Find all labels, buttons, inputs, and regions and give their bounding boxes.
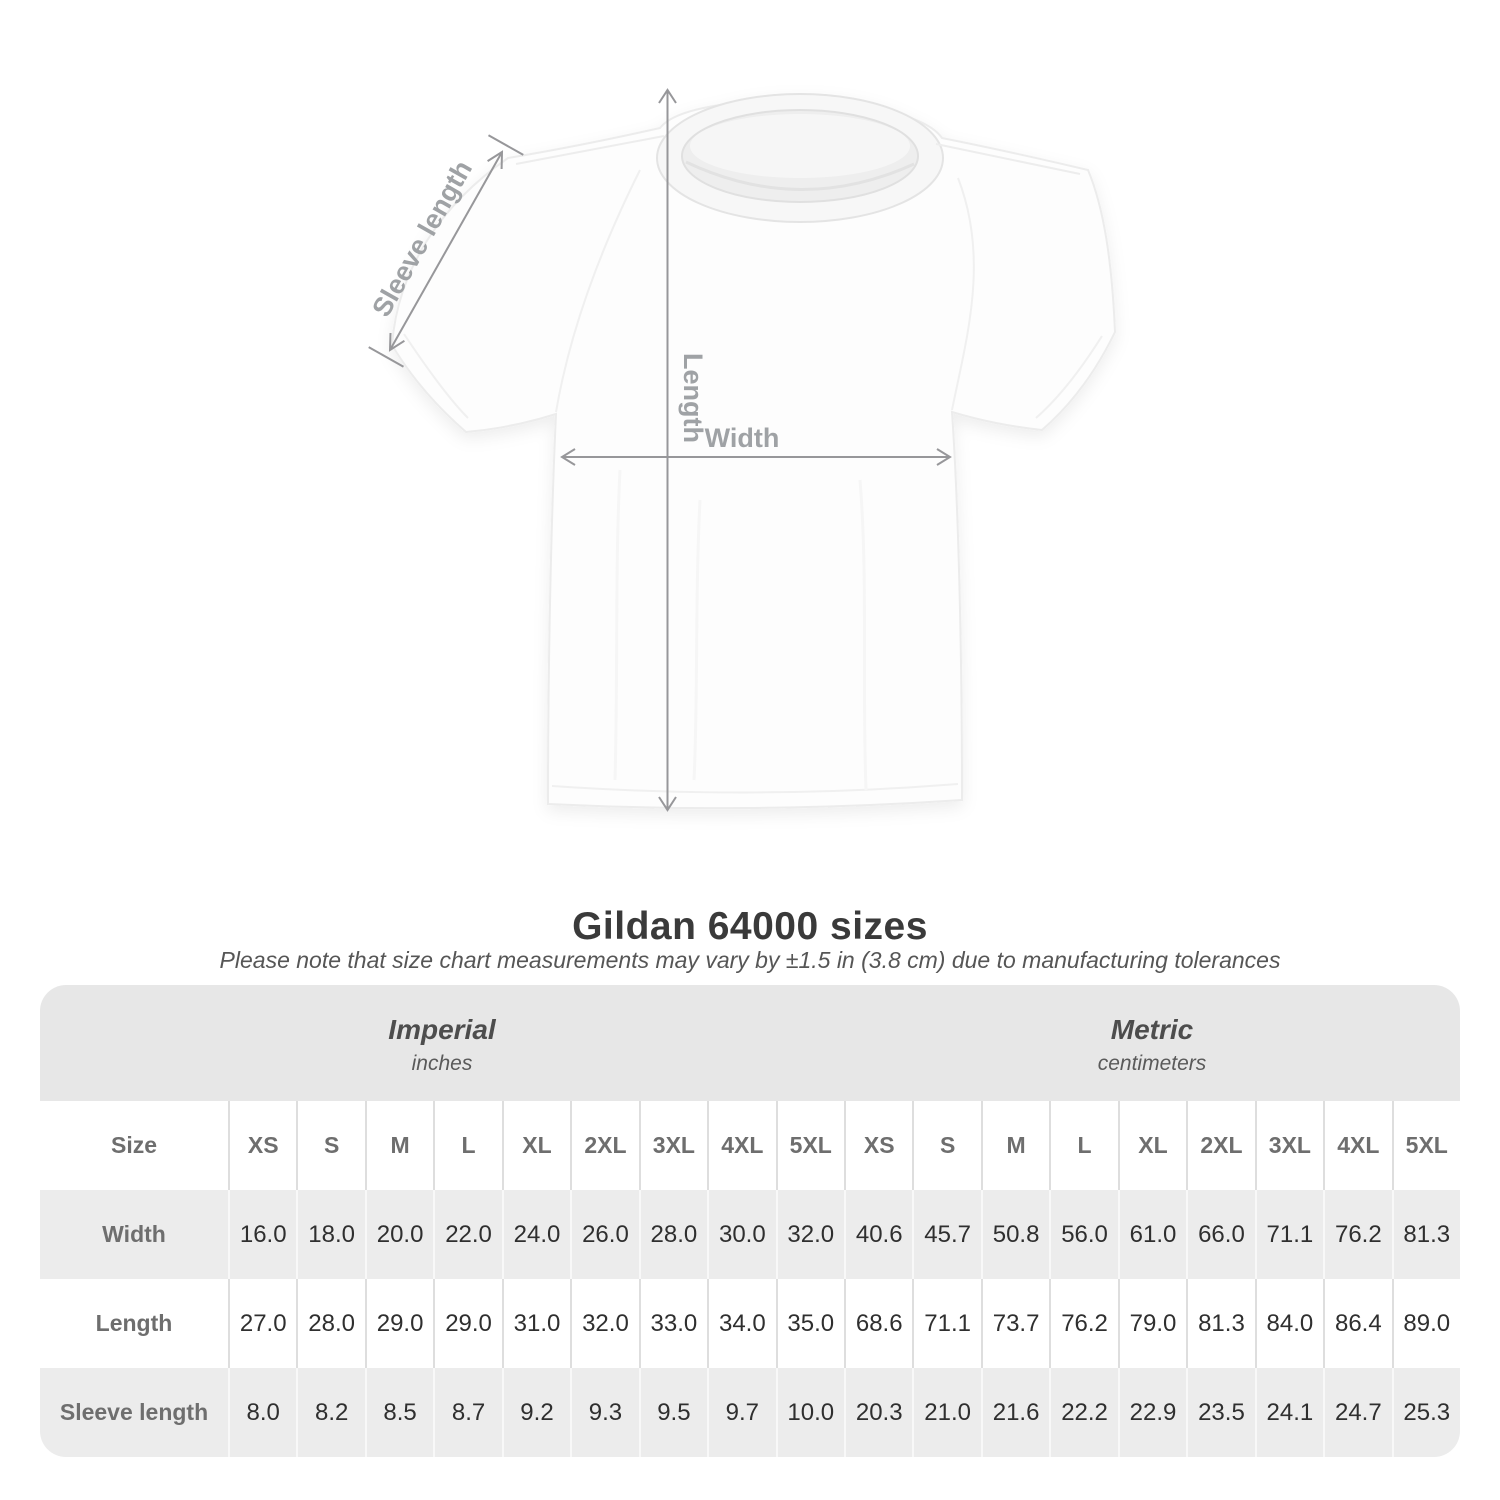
size-col-header-metric-4xl: 4XL: [1323, 1101, 1391, 1190]
sleeve-length-imperial-l: 8.7: [433, 1368, 501, 1457]
size-col-header-metric-s: S: [912, 1101, 980, 1190]
width-metric-3xl: 71.1: [1255, 1190, 1323, 1279]
length-metric-5xl: 89.0: [1392, 1279, 1460, 1368]
sleeve-length-metric-m: 21.6: [981, 1368, 1049, 1457]
sleeve-length-metric-xs: 20.3: [844, 1368, 912, 1457]
length-metric-xl: 79.0: [1118, 1279, 1186, 1368]
size-col-header-imperial-3xl: 3XL: [639, 1101, 707, 1190]
width-metric-xl: 61.0: [1118, 1190, 1186, 1279]
sleeve-length-metric-4xl: 24.7: [1323, 1368, 1391, 1457]
size-col-header-imperial-5xl: 5XL: [776, 1101, 844, 1190]
width-imperial-xs: 16.0: [228, 1190, 296, 1279]
length-label: Length: [678, 353, 708, 443]
metric-unit: centimeters: [1097, 1052, 1207, 1075]
size-col-header-imperial-xs: XS: [228, 1101, 296, 1190]
sleeve-length-imperial-4xl: 9.7: [707, 1368, 775, 1457]
sleeve-length-metric-2xl: 23.5: [1186, 1368, 1254, 1457]
size-col-header-imperial-xl: XL: [502, 1101, 570, 1190]
metric-header: Metric: [1110, 1014, 1194, 1045]
unit-system-header-row: [40, 985, 1460, 1101]
width-imperial-m: 20.0: [365, 1190, 433, 1279]
size-col-header-metric-5xl: 5XL: [1392, 1101, 1460, 1190]
size-col-header-metric-xl: XL: [1118, 1101, 1186, 1190]
sleeve-length-label: Sleeve length: [366, 155, 479, 322]
sleeve-length-imperial-xl: 9.2: [502, 1368, 570, 1457]
imperial-header: Imperial: [388, 1014, 496, 1045]
length-imperial-xl: 31.0: [502, 1279, 570, 1368]
width-imperial-5xl: 32.0: [776, 1190, 844, 1279]
size-col-header-imperial-l: L: [433, 1101, 501, 1190]
imperial-unit: inches: [411, 1052, 473, 1075]
size-col-header-metric-3xl: 3XL: [1255, 1101, 1323, 1190]
width-metric-4xl: 76.2: [1323, 1190, 1391, 1279]
measurement-row-length: [40, 1279, 1460, 1368]
sleeve-length-imperial-s: 8.2: [296, 1368, 364, 1457]
length-imperial-xs: 27.0: [228, 1279, 296, 1368]
row-label-sleeve-length: Sleeve length: [59, 1399, 209, 1425]
measurement-row-sleeve-length: [40, 1368, 1460, 1457]
collar-back-highlight: [690, 114, 910, 178]
length-imperial-s: 28.0: [296, 1279, 364, 1368]
size-col-header-metric-l: L: [1049, 1101, 1117, 1190]
size-col-header-metric-xs: XS: [844, 1101, 912, 1190]
length-metric-m: 73.7: [981, 1279, 1049, 1368]
width-metric-2xl: 66.0: [1186, 1190, 1254, 1279]
size-col-header-imperial-s: S: [296, 1101, 364, 1190]
length-metric-2xl: 81.3: [1186, 1279, 1254, 1368]
width-imperial-4xl: 30.0: [707, 1190, 775, 1279]
width-metric-l: 56.0: [1049, 1190, 1117, 1279]
length-imperial-l: 29.0: [433, 1279, 501, 1368]
sleeve-length-metric-xl: 22.9: [1118, 1368, 1186, 1457]
size-header-row: [40, 1101, 1460, 1190]
measurement-rows: [40, 1190, 1460, 1457]
width-imperial-2xl: 26.0: [570, 1190, 638, 1279]
length-imperial-3xl: 33.0: [639, 1279, 707, 1368]
tolerance-note: Please note that size chart measurements may vary by ±1.5 in (3.8 cm) due to manufacturing tolerances: [219, 947, 1281, 973]
sleeve-length-imperial-xs: 8.0: [228, 1368, 296, 1457]
length-imperial-4xl: 34.0: [707, 1279, 775, 1368]
size-col-header-imperial-4xl: 4XL: [707, 1101, 775, 1190]
size-col-header-metric-2xl: 2XL: [1186, 1101, 1254, 1190]
size-table: [40, 985, 1460, 1457]
sleeve-length-metric-l: 22.2: [1049, 1368, 1117, 1457]
size-col-header-metric-m: M: [981, 1101, 1049, 1190]
sleeve-length-metric-s: 21.0: [912, 1368, 980, 1457]
width-metric-s: 45.7: [912, 1190, 980, 1279]
width-imperial-s: 18.0: [296, 1190, 364, 1279]
width-metric-xs: 40.6: [844, 1190, 912, 1279]
page-title: Gildan 64000 sizes: [572, 905, 928, 949]
width-label: Width: [704, 423, 780, 453]
sleeve-length-imperial-3xl: 9.5: [639, 1368, 707, 1457]
length-metric-4xl: 86.4: [1323, 1279, 1391, 1368]
length-metric-s: 71.1: [912, 1279, 980, 1368]
length-metric-3xl: 84.0: [1255, 1279, 1323, 1368]
width-metric-m: 50.8: [981, 1190, 1049, 1279]
length-imperial-m: 29.0: [365, 1279, 433, 1368]
length-metric-l: 76.2: [1049, 1279, 1117, 1368]
length-imperial-2xl: 32.0: [570, 1279, 638, 1368]
sleeve-length-imperial-m: 8.5: [365, 1368, 433, 1457]
metric-header-cell: [844, 985, 1460, 1101]
size-col-header-imperial-m: M: [365, 1101, 433, 1190]
length-imperial-5xl: 35.0: [776, 1279, 844, 1368]
width-imperial-l: 22.0: [433, 1190, 501, 1279]
sleeve-length-imperial-5xl: 10.0: [776, 1368, 844, 1457]
sleeve-length-imperial-2xl: 9.3: [570, 1368, 638, 1457]
imperial-header-cell: [40, 985, 844, 1101]
row-label-length: Length: [95, 1310, 173, 1336]
measurement-row-width: [40, 1190, 1460, 1279]
width-imperial-xl: 24.0: [502, 1190, 570, 1279]
size-header-label: Size: [110, 1132, 158, 1158]
sleeve-length-metric-5xl: 25.3: [1392, 1368, 1460, 1457]
length-metric-xs: 68.6: [844, 1279, 912, 1368]
width-metric-5xl: 81.3: [1392, 1190, 1460, 1279]
sleeve-length-metric-3xl: 24.1: [1255, 1368, 1323, 1457]
width-imperial-3xl: 28.0: [639, 1190, 707, 1279]
row-label-width: Width: [102, 1221, 166, 1247]
size-col-header-imperial-2xl: 2XL: [570, 1101, 638, 1190]
